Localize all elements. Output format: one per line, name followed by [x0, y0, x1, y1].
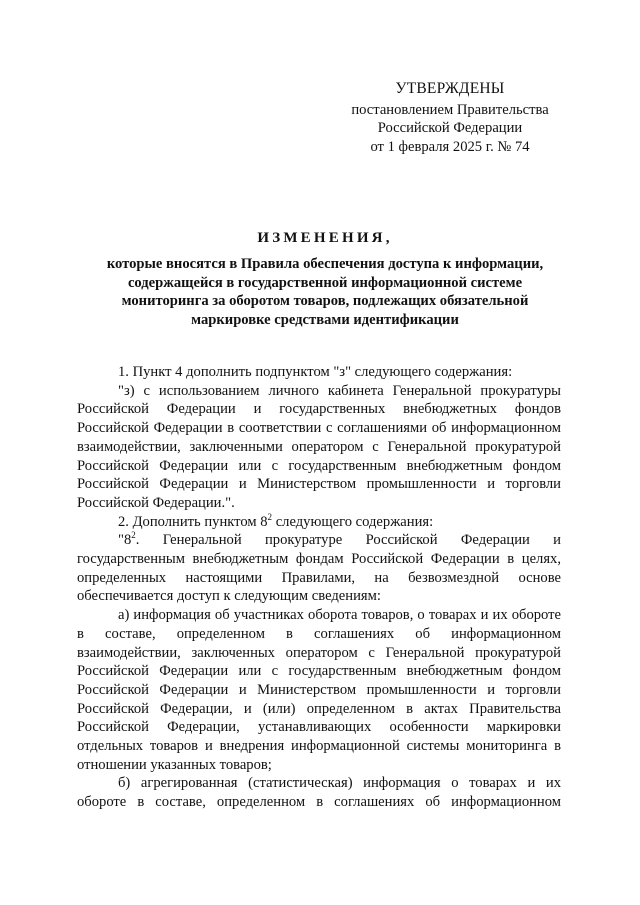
subtitle-line-2: содержащейся в государственной информационной системе	[127, 274, 523, 291]
subtitle-line-3: мониторинга за оборотом товаров, подлежащих обязательной	[121, 293, 529, 310]
paragraph-1: 1. Пункт 4 дополнить подпунктом "з" следующего содержания:	[118, 364, 513, 380]
paragraph-3-text-b: следующего содержания:	[272, 513, 434, 530]
document-body	[77, 363, 561, 812]
paragraph-2: "з) с использованием личного кабинета Генеральной прокуратуры Российской Федерации и государственных внебюджетных фондов Российской Федерации в соответствии с соглашениями об информационном взаимодействии, заключенными оператором с Генеральной прокуратурой Российской Федерации или с государственным внебюджетным фондом Российской Федерации и Министерством промышленности и торговли Российской Федерации.".	[77, 382, 561, 511]
paragraph-3-superscript: 2	[267, 511, 273, 522]
document-title-block	[60, 230, 590, 329]
paragraph-4-superscript: 2	[131, 530, 136, 541]
paragraph-3	[77, 513, 561, 532]
paragraph-5: а) информация об участниках оборота товаров, о товарах и их обороте в составе, определенном в соглашениях об информационном взаимодействии, заключенных оператором с Генеральной прокуратурой Российской Федерации или с государственным внебюджетным фондом Российской Федерации и Министерством промышленности и торговли Российской Федерации, и (или) определенном в актах Правительства Российской Федерации, устанавливающих особенности маркировки отдельных товаров и внедрения информационной системы мониторинга в отношении указанных товаров;	[77, 607, 561, 773]
subtitle-line-1: которые вносятся в Правила обеспечения доступа к информации,	[106, 256, 544, 272]
paragraph-4	[77, 531, 561, 606]
approval-stamp	[330, 80, 570, 156]
paragraph-3-text-a: 2. Дополнить пунктом 8	[118, 513, 268, 530]
approval-heading: УТВЕРЖДЕНЫ	[395, 80, 505, 97]
document-title: ИЗМЕНЕНИЯ,	[257, 230, 393, 246]
approval-line-2: Российской Федерации	[377, 120, 523, 137]
paragraph-4-text-a: "8	[118, 532, 132, 549]
approval-line-1: постановлением Правительства	[351, 101, 549, 118]
approval-line-3: от 1 февраля 2025 г. № 74	[370, 138, 530, 155]
paragraph-6: б) агрегированная (статистическая) информация о товарах и их обороте в составе, определенном в соглашениях об информационном	[77, 775, 561, 811]
paragraph-4-text-b: . Генеральной прокуратуре Российской Федерации и государственным внебюджетным фондам Российской Федерации в целях, определенных настоящими Правилами, на безвозмездной основе обеспечивается доступ к следующим сведениям:	[77, 532, 561, 605]
subtitle-line-4: маркировке средствами идентификации	[191, 311, 459, 328]
